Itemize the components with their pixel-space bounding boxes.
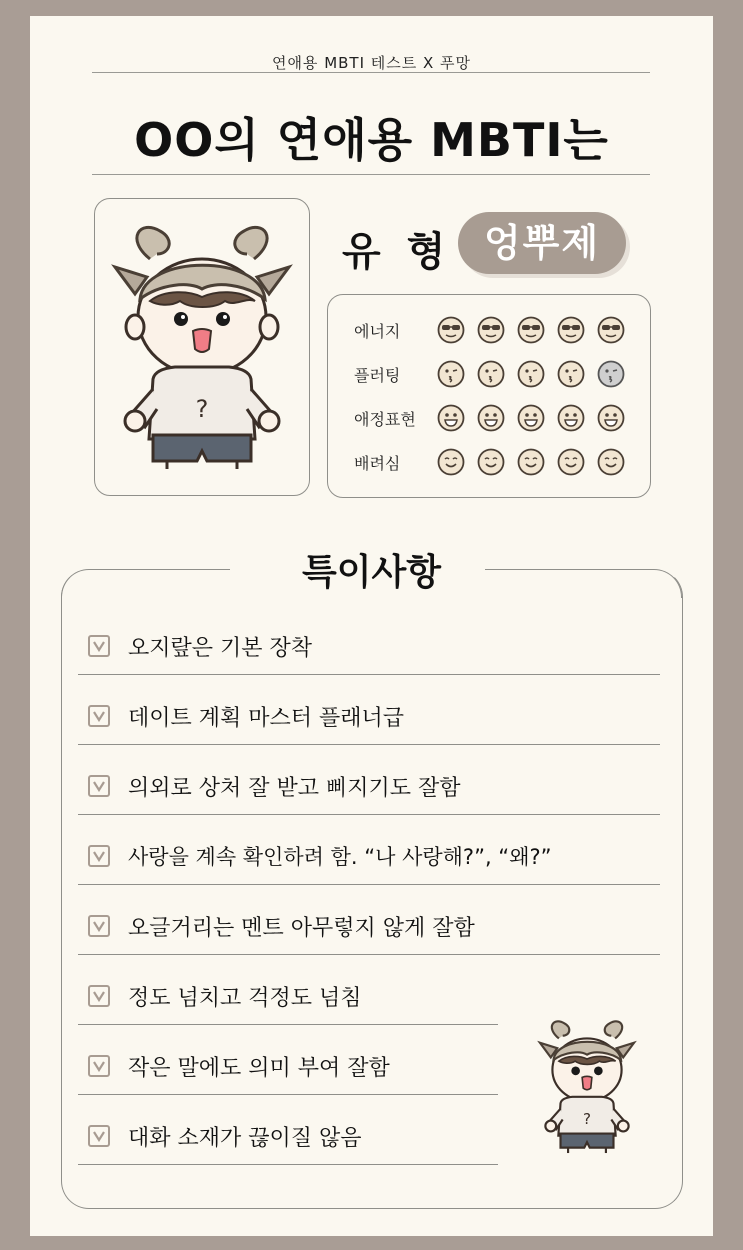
checkbox [88, 985, 110, 1007]
stat-label: 애정표현 [354, 409, 416, 429]
checkbox [88, 705, 110, 727]
type-badge: 엉뿌제 [458, 212, 626, 274]
list-item [88, 1048, 390, 1084]
stat-label: 플러팅 [354, 365, 401, 385]
checkbox [88, 845, 110, 867]
kiss-face-icon [556, 359, 586, 389]
list-item-text: 의외로 상처 잘 받고 삐지기도 잘함 [128, 775, 461, 801]
smile-face-icon [436, 447, 466, 477]
checkbox [88, 635, 110, 657]
divider [78, 744, 660, 745]
divider [78, 814, 660, 815]
smile-face-icon [476, 447, 506, 477]
stat-row-affection [354, 403, 626, 433]
list-item-text: 오지랖은 기본 장착 [128, 635, 313, 661]
sunglasses-face-icon [556, 315, 586, 345]
kiss-face-icon [516, 359, 546, 389]
stat-icons [436, 403, 626, 433]
svg-text:?: ? [582, 1109, 592, 1128]
sheep-character-illustration [95, 199, 309, 495]
result-card [30, 16, 713, 1236]
svg-text:?: ? [195, 395, 209, 423]
stat-row-consideration [354, 447, 626, 477]
stat-row-energy [354, 315, 626, 345]
list-item [88, 978, 362, 1014]
divider [78, 954, 660, 955]
list-item-text: 정도 넘치고 걱정도 넘침 [128, 985, 362, 1011]
divider [78, 1094, 498, 1095]
list-item-text: 대화 소재가 끊이질 않음 [128, 1125, 362, 1151]
grin-face-icon [556, 403, 586, 433]
check-icon [92, 710, 106, 722]
kiss-face-icon [436, 359, 466, 389]
checkbox [88, 775, 110, 797]
checkbox [88, 1055, 110, 1077]
header-subtitle: 연애용 MBTI 테스트 X 푸망 [271, 54, 472, 72]
grin-face-icon [436, 403, 466, 433]
stat-label: 배려심 [354, 453, 401, 473]
smile-face-icon [556, 447, 586, 477]
list-item [88, 838, 552, 874]
divider [78, 1024, 498, 1025]
list-item [88, 628, 312, 664]
list-item [88, 908, 475, 944]
check-icon [92, 1130, 106, 1142]
grin-face-icon [476, 403, 506, 433]
divider [92, 72, 650, 73]
check-icon [92, 850, 106, 862]
stat-icons [436, 359, 626, 389]
character-card [94, 198, 310, 496]
check-icon [92, 640, 106, 652]
stat-row-flirting [354, 359, 626, 389]
divider [78, 1164, 498, 1165]
check-icon [92, 1060, 106, 1072]
list-item-text: 오글거리는 멘트 아무렇지 않게 잘함 [128, 915, 475, 941]
checkbox [88, 1125, 110, 1147]
sunglasses-face-icon [436, 315, 466, 345]
sunglasses-face-icon [476, 315, 506, 345]
check-icon [92, 990, 106, 1002]
list-item [88, 768, 461, 804]
divider [78, 884, 660, 885]
sunglasses-face-icon [516, 315, 546, 345]
kiss-face-icon [476, 359, 506, 389]
list-item [88, 1118, 362, 1154]
sunglasses-face-icon [596, 315, 626, 345]
section-title: 특이사항 [301, 552, 442, 593]
checkbox [88, 915, 110, 937]
list-item-text: 데이트 계획 마스터 플래너급 [128, 705, 405, 731]
stat-label: 에너지 [354, 321, 401, 341]
sheep-character-small-illustration [522, 1006, 652, 1166]
page-title: OO의 연애용 MBTI는 [134, 113, 609, 167]
stat-icons [436, 315, 626, 345]
list-item [88, 698, 404, 734]
list-item-text: 사랑을 계속 확인하려 함. “나 사랑해?”, “왜?” [128, 845, 552, 869]
divider [92, 174, 650, 175]
check-icon [92, 780, 106, 792]
smile-face-icon [596, 447, 626, 477]
kiss-face-icon-inactive [596, 359, 626, 389]
check-icon [92, 920, 106, 932]
smile-face-icon [516, 447, 546, 477]
type-label: 유 형 [342, 229, 452, 275]
grin-face-icon [596, 403, 626, 433]
grin-face-icon [516, 403, 546, 433]
stat-icons [436, 447, 626, 477]
list-item-text: 작은 말에도 의미 부여 잘함 [128, 1055, 390, 1081]
divider [78, 674, 660, 675]
stats-panel [327, 294, 651, 498]
